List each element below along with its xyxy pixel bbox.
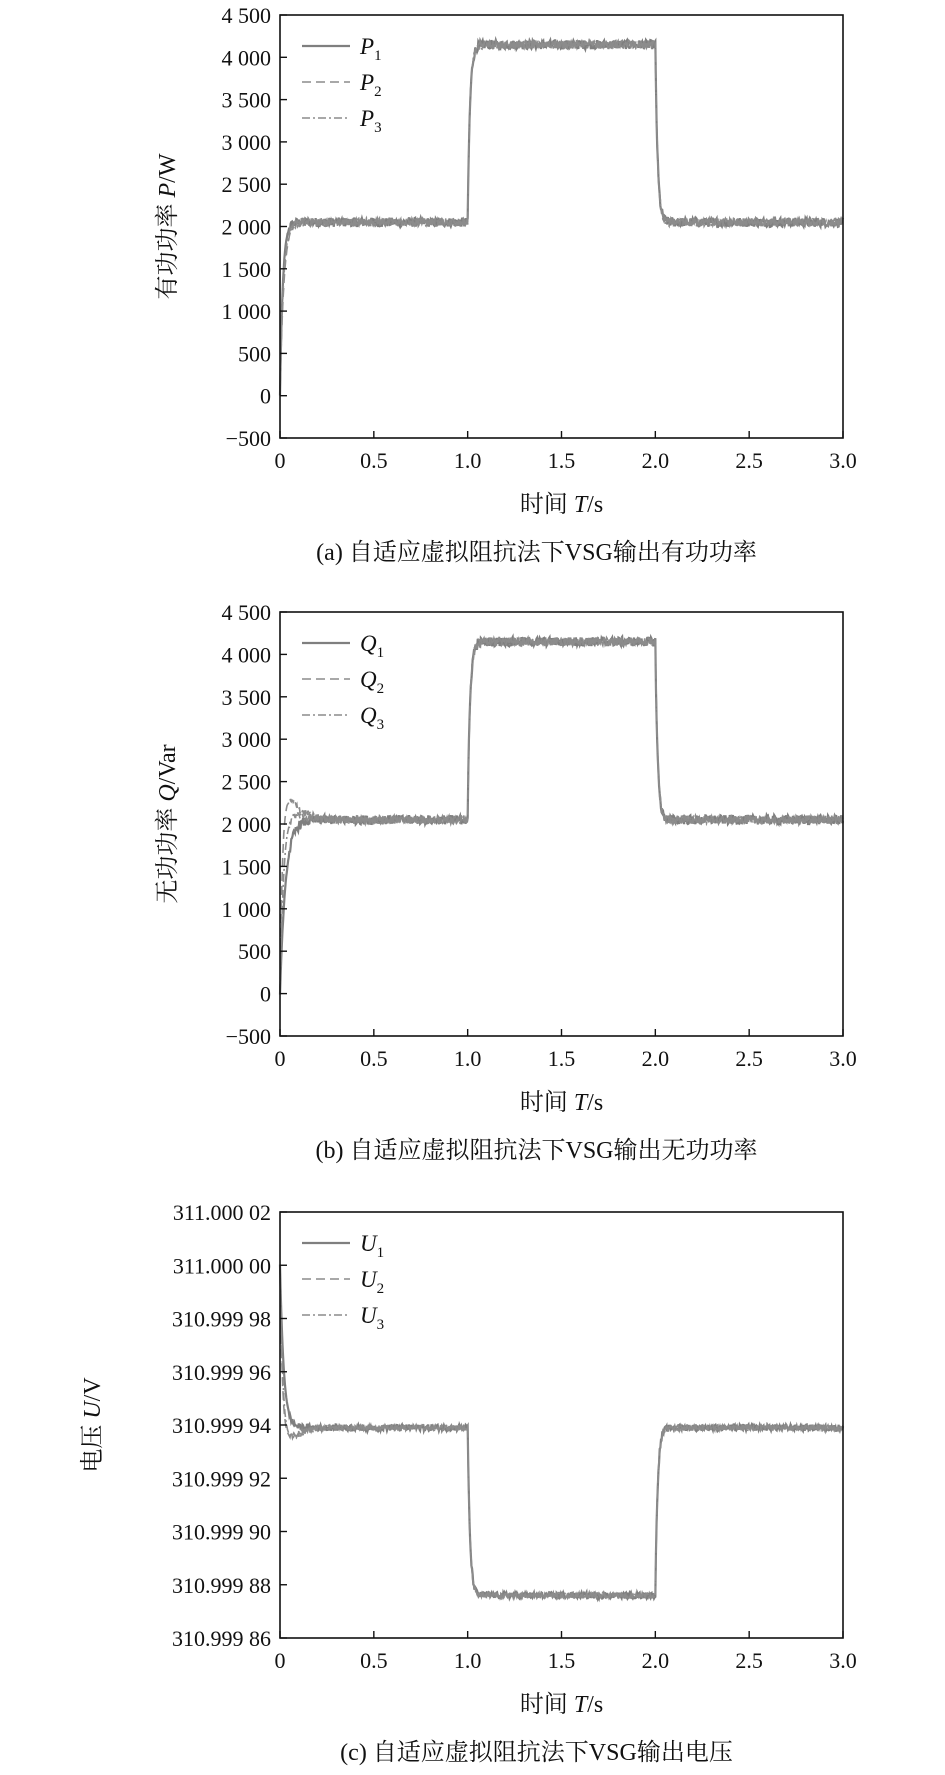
- x-tick-label: 0.5: [360, 1648, 388, 1673]
- y-tick-label: 1 500: [221, 854, 271, 880]
- y-tick-label: 311.000 02: [172, 1200, 271, 1225]
- x-axis-label: 时间 T/s: [519, 1692, 604, 1718]
- legend-label: $Q_3$: [360, 703, 385, 733]
- x-tick-label: 0.5: [360, 1046, 388, 1071]
- x-tick-label: 1.5: [547, 448, 576, 473]
- y-tick-label: −500: [225, 426, 271, 451]
- chart-panel-3: [79, 1200, 857, 1766]
- y-tick-label: 4 000: [221, 642, 271, 668]
- y-tick-label: 310.999 98: [172, 1306, 271, 1332]
- x-tick-label: 0: [274, 1648, 286, 1673]
- x-tick-label: 0: [274, 1046, 286, 1071]
- x-tick-label: 2.5: [735, 448, 763, 473]
- y-tick-label: 3 500: [221, 87, 271, 113]
- y-tick-label: 0: [260, 383, 271, 409]
- y-tick-label: 4 500: [221, 600, 271, 625]
- legend-label: $P_2$: [360, 70, 382, 100]
- y-tick-label: 310.999 96: [172, 1359, 271, 1385]
- x-tick-label: 2.5: [735, 1046, 763, 1071]
- x-tick-label: 2.0: [641, 448, 670, 473]
- y-tick-label: 310.999 88: [172, 1572, 271, 1598]
- x-tick-label: 1.0: [453, 1046, 482, 1071]
- y-tick-label: 3 500: [221, 684, 271, 710]
- x-tick-label: 2.0: [641, 1046, 670, 1071]
- y-axis-label: 无功功率 Q/Var: [155, 744, 181, 904]
- chart-panel-1: [154, 3, 857, 566]
- x-tick-label: 2.5: [735, 1648, 763, 1673]
- y-tick-label: 1 000: [221, 299, 271, 325]
- y-tick-label: 500: [238, 939, 271, 965]
- y-tick-label: 310.999 92: [172, 1466, 271, 1492]
- x-tick-label: 1.5: [547, 1046, 576, 1071]
- y-tick-label: 310.999 86: [172, 1626, 271, 1651]
- x-axis-label: 时间 T/s: [519, 1090, 604, 1116]
- x-tick-label: 1.5: [547, 1648, 576, 1673]
- chart-panel-2: [154, 600, 857, 1164]
- y-tick-label: 2 500: [221, 769, 271, 795]
- y-tick-label: 310.999 90: [172, 1519, 271, 1545]
- x-tick-label: 3.0: [829, 1648, 857, 1673]
- y-tick-label: 310.999 94: [172, 1413, 271, 1438]
- y-tick-label: −500: [225, 1024, 271, 1049]
- y-tick-label: 2 000: [221, 214, 271, 240]
- x-tick-label: 3.0: [829, 1046, 857, 1071]
- y-tick-label: 1 500: [221, 256, 271, 282]
- x-tick-label: 3.0: [829, 448, 857, 473]
- x-tick-label: 1.0: [453, 448, 482, 473]
- y-tick-label: 1 000: [221, 896, 271, 922]
- figure-caption: (a) 自适应虚拟阻抗法下VSG输出有功功率: [316, 540, 757, 566]
- legend-label: $Q_1$: [360, 631, 385, 661]
- x-axis-label: 时间 T/s: [519, 492, 604, 518]
- y-tick-label: 3 000: [221, 727, 271, 753]
- y-tick-label: 500: [238, 341, 271, 367]
- legend-label: $U_3$: [360, 1303, 385, 1333]
- figure-caption: (b) 自适应虚拟阻抗法下VSG输出无功功率: [315, 1138, 758, 1164]
- y-tick-label: 3 000: [221, 129, 271, 155]
- x-tick-label: 0.5: [360, 448, 388, 473]
- x-tick-label: 1.0: [453, 1648, 482, 1673]
- y-tick-label: 4 500: [221, 3, 271, 28]
- y-tick-label: 4 000: [221, 45, 271, 71]
- legend-label: $P_3$: [360, 106, 382, 136]
- legend-label: $P_1$: [360, 34, 382, 64]
- y-axis-label: 有功功率 P/W: [155, 153, 181, 300]
- y-tick-label: 0: [260, 981, 271, 1007]
- legend-label: $Q_2$: [360, 667, 385, 697]
- x-tick-label: 2.0: [641, 1648, 670, 1673]
- legend-label: $U_2$: [360, 1267, 385, 1297]
- figure-caption: (c) 自适应虚拟阻抗法下VSG输出电压: [340, 1740, 733, 1766]
- y-tick-label: 2 500: [221, 172, 271, 198]
- x-tick-label: 0: [274, 448, 286, 473]
- y-axis-label: 电压 U/V: [80, 1377, 106, 1473]
- y-tick-label: 2 000: [221, 812, 271, 837]
- y-tick-label: 311.000 00: [172, 1253, 271, 1279]
- legend-label: $U_1$: [360, 1231, 385, 1261]
